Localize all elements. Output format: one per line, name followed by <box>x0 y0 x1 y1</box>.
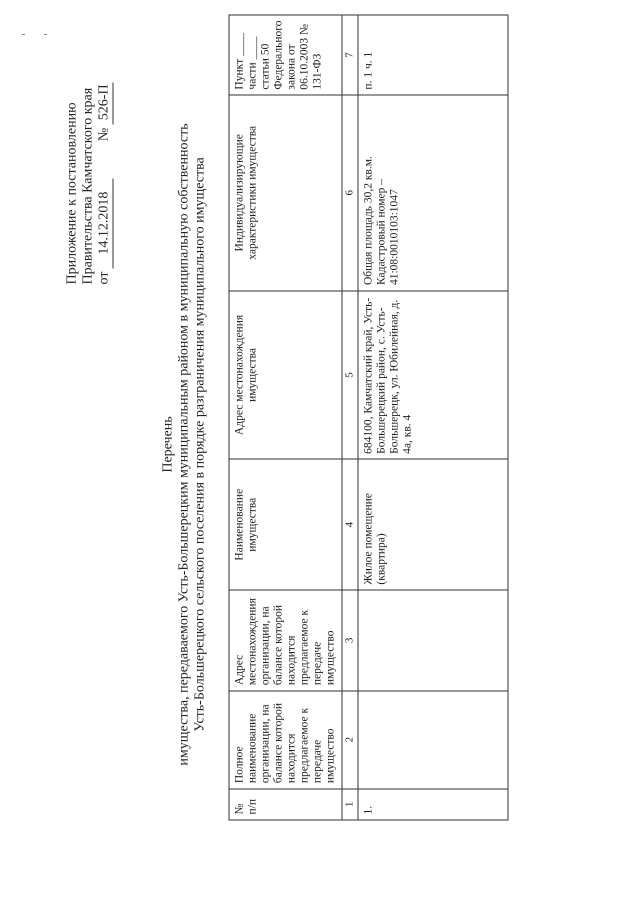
title-line-1: имущества, передаваемого Усть-Большерецким муниципальным районом в муниципальную собственность <box>176 123 192 766</box>
appendix-number-label: № <box>96 127 112 142</box>
row-law-clause: п. 1 ч. 1 <box>358 15 508 95</box>
row-property-address: 684100, Камчатский край, Усть-Большерецкий район, с. Усть-Большерецк, ул. Юбилейная, д. 4а, кв. 4 <box>358 291 508 460</box>
header-law-clause: Пункт ____ части ____ статьи 50 Федерального закона от 06.10.2003 № 131-ФЗ <box>229 15 342 95</box>
title-heading: Перечень <box>160 416 176 473</box>
appendix-number: 526-П <box>97 82 114 124</box>
column-number: 2 <box>342 691 358 789</box>
header-property-address: Адрес местонахождения имущества <box>229 291 342 460</box>
title-line-2: Усть-Большерецкого сельского поселения в порядке разграничения муниципального имущества <box>192 157 208 732</box>
appendix-line-1: Приложение к постановлению <box>64 102 80 285</box>
header-org-name: Полное наименование организации, на балансе которой находится предлагаемое к передаче имущество <box>229 691 342 789</box>
header-org-address: Адрес местонахождения организации, на балансе которой находится предлагаемое к передаче имущество <box>229 590 342 691</box>
column-number: 3 <box>342 590 358 691</box>
table-row <box>358 15 508 820</box>
column-number: 1 <box>342 789 358 820</box>
property-table <box>229 15 509 821</box>
document-page <box>1 0 640 905</box>
header-characteristics: Индивидуализирующие характеристики имущества <box>229 95 342 290</box>
document-title <box>161 15 209 875</box>
appendix-date: 14.12.2018 <box>97 178 114 268</box>
appendix-line-2: Правительства Камчатского края <box>80 87 96 285</box>
appendix-date-line <box>97 5 114 285</box>
appendix-block <box>65 5 114 285</box>
column-number: 6 <box>342 95 358 290</box>
row-property-name: Жилое помещение (квартира) <box>358 459 508 590</box>
row-org-address <box>358 590 508 691</box>
column-number: 4 <box>342 459 358 590</box>
column-number-row <box>342 15 358 820</box>
row-characteristics: Общая площадь 30,2 кв.м. Кадастровый номер – 41:08:0010103:1047 <box>358 95 508 290</box>
column-number: 5 <box>342 291 358 460</box>
table-header-row <box>229 15 342 820</box>
header-number: № п/п <box>229 789 342 820</box>
row-org-name <box>358 691 508 789</box>
column-number: 7 <box>342 15 358 95</box>
header-property-name: Наименование имущества <box>229 459 342 590</box>
appendix-from-label: от <box>96 271 112 285</box>
row-number: 1. <box>358 789 508 820</box>
